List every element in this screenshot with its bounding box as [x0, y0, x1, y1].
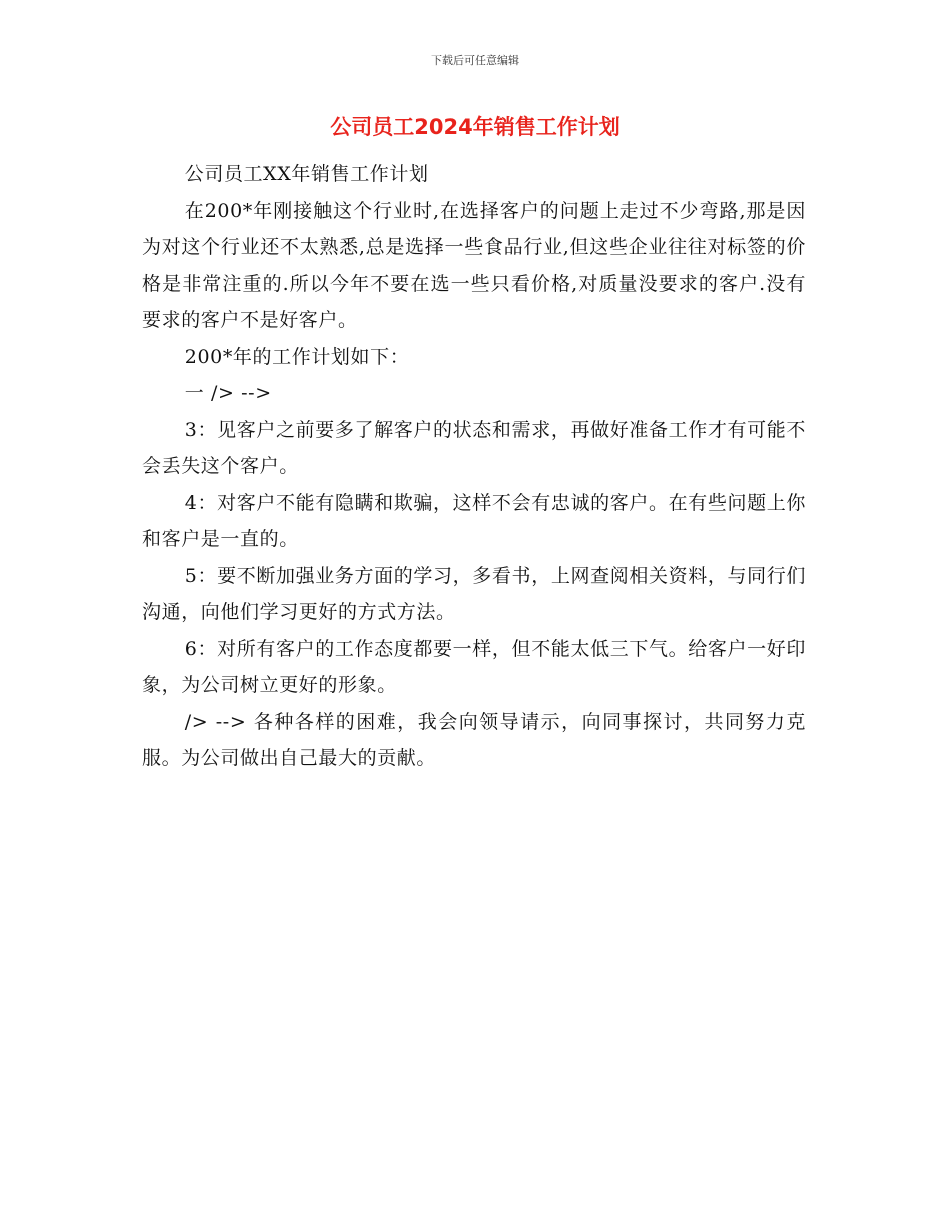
page-header-note: 下载后可任意编辑 [431, 54, 519, 67]
document-body [142, 156, 806, 777]
paragraph-item-4: 4：对客户不能有隐瞒和欺骗，这样不会有忠诚的客户。在有些问题上你和客户是一直的。 [142, 491, 806, 550]
paragraph-item-1: 一 /> --> [184, 382, 272, 404]
paragraph-conclusion: /> --> 各种各样的困难，我会向领导请示，向同事探讨，共同努力克服。为公司做出自己最大的贡献。 [142, 710, 806, 769]
document-title: 公司员工2024年销售工作计划 [330, 115, 620, 139]
paragraph-intro: 在200*年刚接触这个行业时,在选择客户的问题上走过不少弯路,那是因为对这个行业还不太熟悉,总是选择一些食品行业,但这些企业往往对标签的价格是非常注重的.所以今年不要在选一些只看价格,对质量没要求的客户.没有要求的客户不是好客户。 [142, 199, 806, 331]
paragraph-plan-heading: 200*年的工作计划如下： [184, 345, 410, 368]
paragraph-item-5: 5：要不断加强业务方面的学习，多看书，上网查阅相关资料，与同行们沟通，向他们学习更好的方式方法。 [142, 564, 806, 623]
paragraph-item-3: 3：见客户之前要多了解客户的状态和需求，再做好准备工作才有可能不会丢失这个客户。 [142, 418, 806, 477]
paragraph-item-6: 6：对所有客户的工作态度都要一样，但不能太低三下气。给客户一好印象，为公司树立更好的形象。 [142, 637, 806, 696]
paragraph-subtitle: 公司员工XX年销售工作计划 [184, 163, 429, 185]
